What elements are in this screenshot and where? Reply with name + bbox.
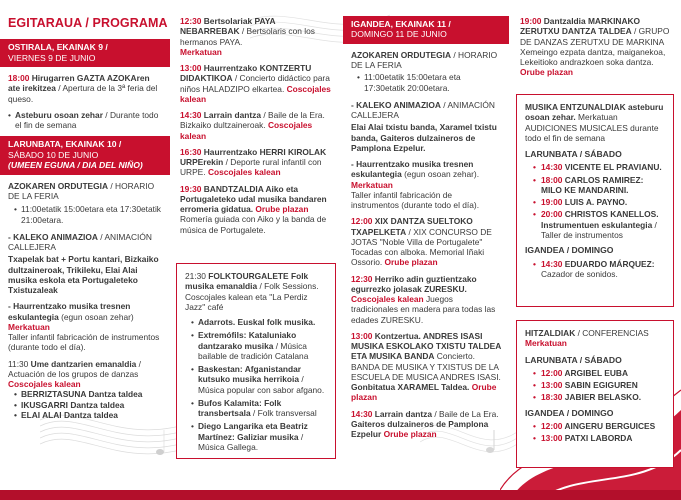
item-desc: Cazador de sonidos. (541, 268, 618, 279)
list-item (533, 433, 665, 443)
day-band-sunday (343, 16, 509, 44)
event-time: 12:30 (180, 16, 202, 26)
event-desc: / Baile de La Era. (432, 408, 499, 419)
day-subheader: IGANDEA / DOMINGO (525, 407, 614, 418)
event-title: Folk musika emanaldia (185, 271, 309, 292)
event-desc: / Actuación de los grupos de danzas (8, 358, 141, 379)
schedule-list (525, 421, 665, 444)
section-desc: / HORARIO DE LA FERIA (8, 180, 155, 202)
event-time: 13:00 (351, 330, 373, 341)
bottom-red-bar (0, 490, 681, 500)
item-title: Extremófils: Kataluniako dantzarako musika (198, 330, 297, 351)
event-title: BANDTZALDIA (203, 183, 264, 194)
section (351, 100, 501, 121)
event-desc: Concierto. BANDA DE MUSIKA Y TXISTUS DE LA ESCUELA DE MUSICA ANDRES ISASI. (351, 351, 501, 382)
band-line: (UMEEN EGUNA (8, 160, 75, 171)
box-title: HITZALDIAK (525, 328, 576, 338)
section-desc: (egun osoan zehar) (58, 311, 134, 322)
event-location: Orube plazan (384, 257, 438, 268)
item-title: Asteburu osoan zehar (15, 109, 103, 120)
list-item: • ELAI ALAI Dantza taldea (14, 410, 162, 420)
list-item: • 11:00etatik 15:00etara eta 17:30etatik 21:00etara. (14, 204, 162, 225)
event-time: 13:00 (541, 380, 563, 391)
event-time: 13:00 (541, 433, 563, 444)
event-location: Merkatuan (8, 321, 50, 332)
item-title: EDUARDO MÁRQUEZ: (564, 258, 655, 269)
box-title: asteburu osoan zehar. (525, 102, 664, 123)
box-title: / CONFERENCIAS (575, 328, 649, 338)
section-title: - KALEKO ANIMAZIOA (8, 231, 98, 242)
item-title: CHRISTOS KANELLOS. Instrumentuen eskulantegia (541, 209, 659, 230)
list-item (533, 392, 665, 402)
event-time: 20:00 (541, 209, 563, 220)
event-time: 12:00 (351, 216, 373, 227)
list-item (533, 421, 665, 431)
section (8, 232, 162, 253)
day-subheader: IGANDEA / DOMINGO (525, 245, 614, 256)
event-location: Coscojales kalean eta "La Perdiz Jazz" café (185, 291, 308, 312)
event-title: Hirugarren GAZTA AZOKAren ate irekitzea (8, 73, 150, 94)
event-location: Merkatuan (525, 338, 567, 349)
event-item (180, 110, 332, 141)
event-title: Haurrentzako HERRI KIROLAK URPErekin (180, 146, 327, 167)
column-4 (512, 0, 681, 500)
section-title: AZOKAREN ORDUTEGIA (8, 180, 109, 191)
event-location: Coscojales kalean (180, 83, 331, 104)
event-item (351, 274, 501, 325)
section-text: Taller infantil fabricación de instrumentos (durante todo el día). (351, 189, 480, 211)
event-location: Merkatuan (575, 112, 618, 123)
item-title: Diego Langarika eta Beatriz Martínez: Galiziar musika (198, 421, 308, 442)
event-location: Orube plazan (520, 67, 574, 78)
day-subheader: LARUNBATA / SÁBADO (525, 354, 622, 365)
event-item (185, 271, 327, 312)
item-title: CARLOS RAMIREZ: MILO KE MANDARINI. (541, 174, 644, 195)
program-title: EGITARAUA / PROGRAMA (8, 16, 168, 30)
item-desc: / Folk transversal (250, 408, 317, 418)
conferences-box (516, 320, 674, 468)
event-location: Orube plazan (383, 429, 437, 440)
event-location: Merkatuan (180, 46, 222, 57)
event-time: 21:30 (185, 271, 206, 281)
band-line: VIERNES 9 DE JUNIO (8, 52, 96, 63)
list-item (191, 421, 327, 452)
box-desc: AUDICIONES MUSICALES durante todo el fin de semana (525, 122, 659, 143)
item-desc: / Taller de instrumentos (541, 219, 657, 240)
list-item (533, 209, 665, 240)
event-item (351, 409, 501, 440)
band-line: SÁBADO 10 DE JUNIO (8, 149, 99, 160)
column-3 (343, 0, 509, 500)
event-time: 19:30 (180, 183, 202, 194)
section-desc: (egun osoan zehar). (401, 169, 480, 180)
event-time: 12:30 (351, 273, 373, 284)
event-location: Coscojales kalean (8, 379, 81, 390)
event-time: 18:00 (541, 174, 563, 185)
item-title: JABIER BELASKO. (564, 392, 642, 403)
schedule-list (525, 162, 665, 240)
box-header (525, 102, 665, 143)
section-text: Elai Alai txistu banda, Xaramel txistu banda, Gaiteros dulzaineros de Pamplona Ezpelur. (351, 122, 497, 153)
list-item (533, 380, 665, 390)
event-title: Gaiteros dulzaineros de Pamplona Ezpelur (351, 418, 489, 440)
list-item: • 11:00etatik 15:00etara eta 17:30etatik 20:00etara. (357, 72, 501, 93)
list-item (533, 368, 665, 378)
event-time: 14:30 (351, 408, 373, 419)
list-item: • IKUSGARRI Dantza taldea (14, 400, 162, 410)
section-desc: / ANIMACIÓN CALLEJERA (8, 231, 152, 253)
event-item (351, 331, 501, 403)
event-title: Aiko eta Portugaleteko udal musika bandaren erromeria gidatua. (180, 183, 327, 214)
event-desc: / Bertsolaris con los hermanos PAYA. (180, 26, 315, 47)
list-item: • BERRIZTASUNA Dantza taldea (14, 389, 162, 399)
bullet-list (8, 204, 162, 225)
list-item (191, 330, 327, 361)
event-title: Herriko adin guztientzako egurrezko jolasak ZURESKU. (351, 273, 477, 294)
item-title: PATXI LABORDA (564, 433, 633, 444)
list-item (533, 162, 665, 172)
event-desc: / Folk Sessions. (257, 281, 319, 292)
event-title: Haurrentzako KONTZERTU DIDAKTIKOA (180, 63, 312, 84)
section-text: Txapelak bat + Portu kantari, Bizkaiko dultzaineroak, Trikileku, Elai Alai musika eskola eta Portugaleteko Txistuzaleak (8, 254, 159, 296)
section-title: - Haurrentzako musika tresnen eskulantegia (8, 301, 131, 322)
item-title: AINGERU BERGUICES (564, 421, 656, 432)
band-line: LARUNBATA, EKAINAK 10 / (8, 139, 122, 150)
event-title: Ume dantzarien emanaldia (30, 358, 137, 369)
section (8, 301, 162, 322)
event-location: Coscojales kalean (180, 120, 313, 141)
event-title: Larrain dantza (203, 110, 261, 120)
event-desc: / Concierto didáctico para niños HALADZIPO elkartea. (180, 73, 330, 94)
list-item (191, 317, 327, 327)
event-item (351, 216, 501, 267)
event-time: 18:00 (8, 73, 30, 84)
item-title: Bufos Kalamita: Folk transbertsala (198, 397, 282, 418)
item-desc: / Durante todo el fin de semana (15, 109, 159, 131)
event-location: Orube plazan (255, 204, 309, 214)
bullet-list (8, 110, 162, 131)
item-desc: / Música bailable de tradición Catalana (198, 340, 309, 361)
item-title: ARGIBEL EUBA (564, 367, 629, 378)
box-header (525, 328, 665, 338)
event-item (180, 63, 332, 104)
event-time: 14:30 (541, 258, 563, 269)
item-title: LUIS A. PAYNO. (564, 197, 628, 208)
event-time: 19:00 (520, 16, 542, 26)
event-title: Dantzaldia MARKINAKO ZERUTXU DANTZA TALDEA (520, 16, 641, 37)
event-item (180, 16, 332, 57)
band-line: / DIA DEL NIÑO) (75, 160, 143, 171)
section (8, 181, 162, 202)
event-time: 19:00 (541, 197, 563, 208)
bullet-list (8, 389, 162, 420)
bullet-list (351, 72, 501, 93)
event-time: 12:00 (541, 421, 563, 432)
item-title: VICENTE EL PRAVIANU. (564, 162, 662, 173)
event-location: Coscojales kalean (207, 167, 281, 178)
event-location: Merkatuan (351, 179, 393, 190)
band-line: OSTIRALA, EKAINAK 9 / (8, 42, 108, 53)
item-desc: / Música Gallega. (198, 431, 304, 452)
event-title: Kontzertua. ANDRES ISASI MUSIKA ESKOLAKO TXISTU TALDEA ETA MUSIKA BANDA (351, 330, 501, 362)
event-item (180, 147, 332, 178)
band-line: IGANDEA, EKAINAK 11 / (351, 19, 451, 29)
event-location: Orube plazan (351, 382, 497, 403)
auditions-box (516, 94, 674, 307)
list-item (533, 175, 665, 196)
event-title: XIX DANTZA SUELTOKO TXAPELKETA (351, 216, 473, 237)
band-line: DOMINGO 11 DE JUNIO (351, 29, 447, 40)
event-desc: / XIX CONCURSO DE JOTAS "Noble Villa de Portugalete" Tocadas con alboka. Memorial Iñaki Ossorio. (351, 226, 492, 268)
event-desc: Juegos tradicionales en madera para todas las edades ZURESKU. (351, 294, 496, 325)
event-item (520, 16, 673, 78)
section-desc: / HORARIO DE LA FERIA (351, 49, 498, 71)
event-desc: / Baile de la Era. Bizkaiko dultzaineroak. (180, 110, 325, 131)
event-time: 18:30 (541, 392, 563, 403)
section-text: Taller infantil fabricación de instrumentos (durante todo el día). (8, 332, 160, 353)
list-item (533, 197, 665, 207)
day-subheader: LARUNBATA / SÁBADO (525, 149, 622, 159)
column-2 (172, 0, 340, 500)
event-location: Coscojales kalean (351, 294, 424, 305)
event-desc: Romería guiada con Aiko y la banda de música de Portugalete. (180, 214, 327, 235)
list-item (191, 364, 327, 395)
event-item (180, 184, 332, 235)
folk-box (176, 263, 336, 459)
list-item (8, 110, 162, 131)
item-desc: / Música popular con sabor afgano. (198, 374, 325, 395)
event-title: FOLKTOURGALETE (208, 271, 289, 281)
item-title: SABIN EGIGUREN (564, 380, 638, 391)
section (351, 159, 501, 180)
item-title: Adarrots. Euskal folk musika. (198, 317, 316, 327)
event-item (8, 73, 162, 104)
event-title: Gonbitatua XARAMEL Taldea. (351, 382, 470, 393)
schedule-list (525, 368, 665, 403)
section-title: - KALEKO ANIMAZIOA (351, 99, 441, 110)
event-desc: / GRUPO DE DANZAS ZERUTXU DE MARKINA Xemeingo ezpata dantza, maiganekoa, Lekeitioko andrazkoen soka dantza. (520, 26, 670, 67)
event-time: 16:30 (180, 146, 202, 157)
day-band-friday (0, 39, 170, 67)
day-band-saturday (0, 136, 170, 174)
event-time: 13:00 (180, 63, 202, 73)
event-title: Larrain dantza (374, 408, 432, 419)
column-1 (0, 0, 170, 500)
list-item (533, 259, 665, 280)
bullet-list (185, 317, 327, 452)
event-desc: / Deporte rural infantil con URPE. (180, 157, 322, 178)
section-desc: / ANIMACIÓN CALLEJERA (351, 99, 495, 121)
section-title: - Haurrentzako musika tresnen eskulantegia (351, 159, 474, 180)
section-title: AZOKAREN ORDUTEGIA (351, 49, 452, 60)
event-title: Bertsolariak PAYA NEBARREBAK (180, 16, 276, 37)
event-time: 14:30 (180, 110, 202, 120)
box-title: MUSIKA ENTZUNALDIAK (525, 102, 626, 112)
event-time: 14:30 (541, 162, 563, 173)
list-item (191, 398, 327, 419)
event-item (8, 359, 162, 380)
event-desc: / Apertura de la 3ª feria del queso. (8, 83, 158, 104)
section (351, 50, 501, 71)
event-time: 11:30 (8, 358, 29, 369)
item-title: Baskestan: Afganistandar kutsuko musika herrikoia (198, 364, 302, 385)
schedule-list (525, 259, 665, 280)
event-time: 12:00 (541, 367, 563, 378)
